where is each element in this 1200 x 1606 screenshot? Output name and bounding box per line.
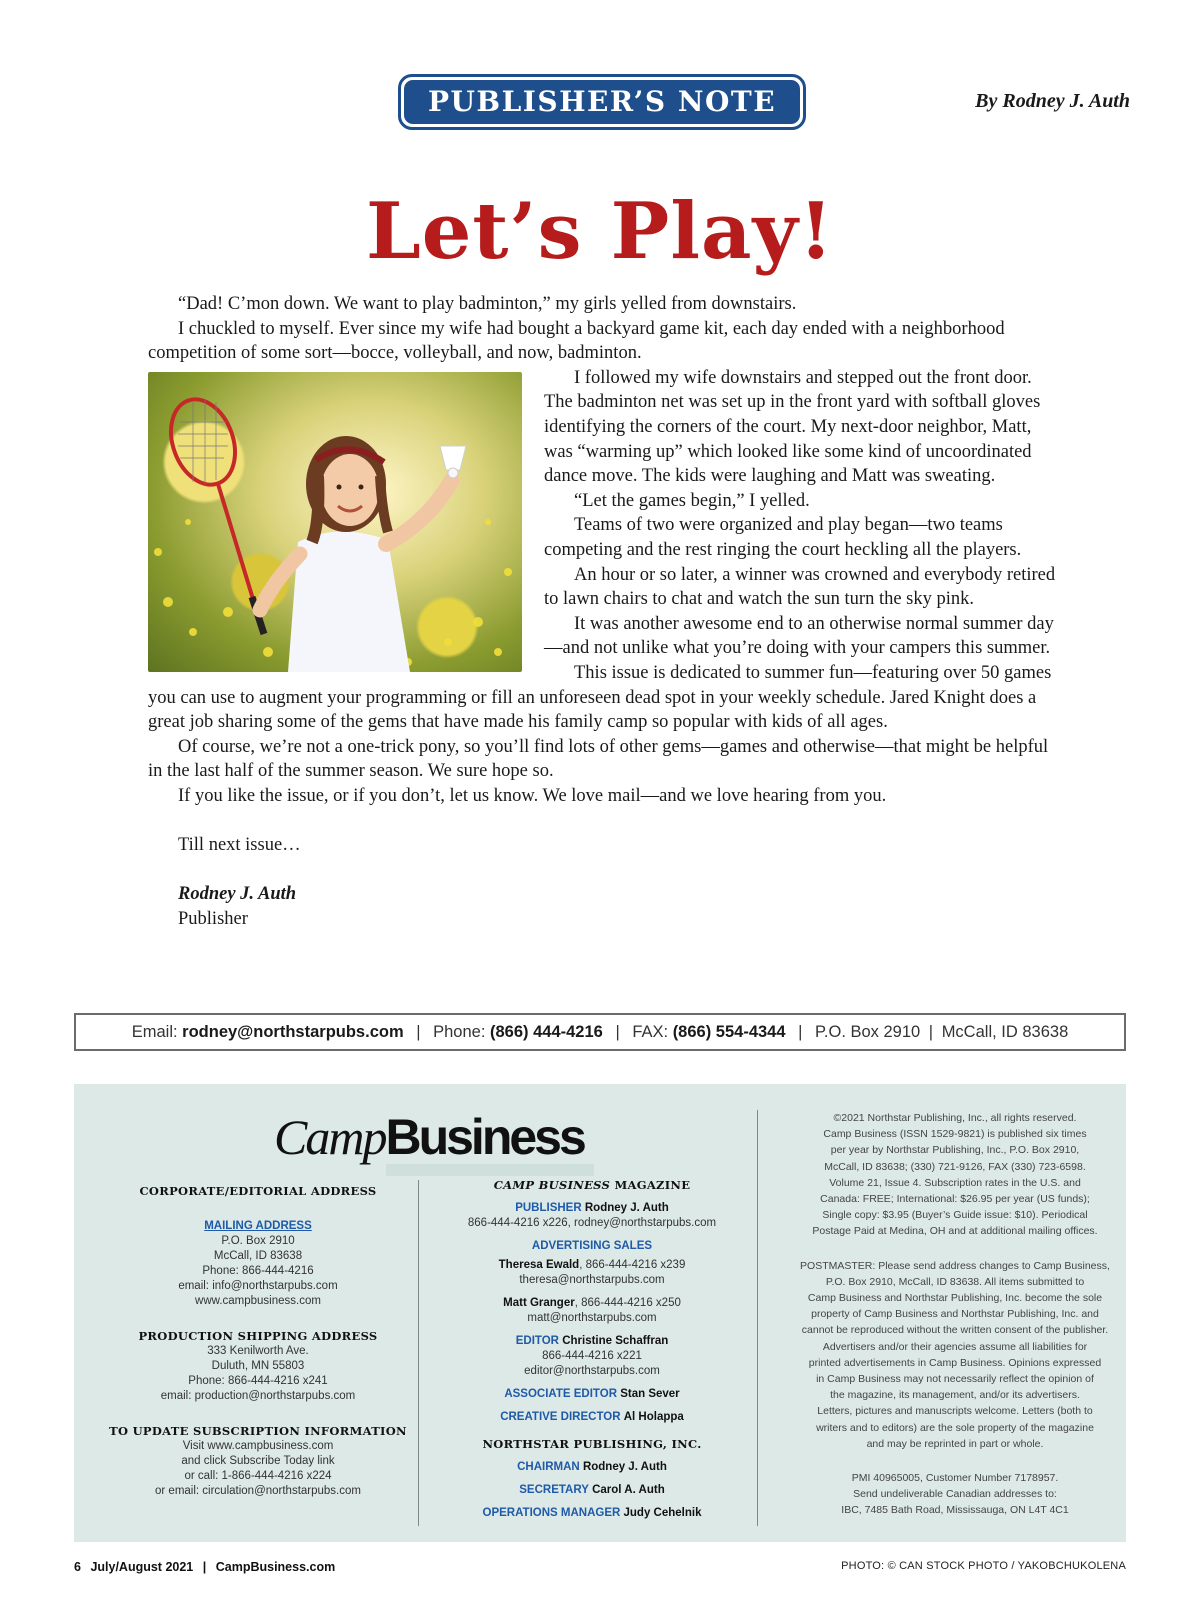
section-badge-label: PUBLISHER’S NOTE: [404, 80, 800, 124]
headline: Let’s Play!: [365, 186, 835, 277]
subscription-line: Visit www.campbusiness.com: [182, 1440, 334, 1452]
sales-rep-email: matt@northstarpubs.com: [527, 1312, 657, 1324]
camp-business-logo: [274, 1102, 584, 1172]
postmaster-line: P.O. Box 2910, McCall, ID 83638. All items submitted to: [825, 1275, 1085, 1288]
masthead-box: [74, 1084, 1126, 1542]
editor-line: [440, 1334, 744, 1349]
copyright-line: Single copy: $3.95 (Buyer’s Guide issue: $10). Periodical: [822, 1209, 1088, 1222]
email-link[interactable]: rodney@northstarpubs.com: [182, 1023, 404, 1041]
production-line: Duluth, MN 55803: [211, 1360, 305, 1372]
article-paragraph: I chuckled to myself. Ever since my wife had bought a backyard game kit, each day ended with a neighborhood competition of some sort—bocce, volleyball, and now, badminton.: [148, 318, 1005, 364]
article-paragraph: Of course, we’re not a one-trick pony, so you’ll find lots of other gems—games and otherwise—that might be helpful in the last half of the summer season. We sure hope so.: [148, 736, 1049, 782]
copyright-line: ©2021 Northstar Publishing, Inc., all rights reserved.: [833, 1112, 1077, 1124]
article-paragraph: Teams of two were organized and play began—two teams competing and the rest ringing the court heckling all the players.: [544, 515, 1022, 560]
chairman-role: CHAIRMAN: [517, 1461, 580, 1473]
pmi-line: PMI 40965005, Customer Number 7178957.: [851, 1472, 1059, 1485]
city: McCall, ID 83638: [941, 1023, 1069, 1041]
secretary-name: Carol A. Auth: [592, 1484, 665, 1496]
production-line: Phone: 866-444-4216 x241: [188, 1375, 328, 1387]
chairman-line: [440, 1460, 744, 1475]
mailing-line: www.campbusiness.com: [195, 1295, 321, 1307]
closing-line: Till next issue…: [178, 835, 301, 856]
operations-manager-role: OPERATIONS MANAGER: [482, 1507, 621, 1519]
po-box: P.O. Box 2910: [815, 1023, 921, 1041]
phone-number: (866) 444-4216: [490, 1023, 603, 1041]
copyright-line: Canada: FREE; International: $26.95 per year (US funds);: [820, 1193, 1090, 1206]
subscription-line: or call: 1-866-444-4216 x224: [184, 1470, 332, 1482]
article-paragraph: “Dad! C’mon down. We want to play badminton,” my girls yelled from downstairs.: [178, 294, 797, 314]
sales-rep-line: [440, 1258, 744, 1273]
page-number: 6: [74, 1560, 81, 1574]
associate-editor-role: ASSOCIATE EDITOR: [504, 1388, 617, 1400]
subscription-line: and click Subscribe Today link: [181, 1455, 335, 1467]
column-divider: [757, 1110, 758, 1526]
issue-date: July/August 2021: [90, 1560, 194, 1574]
editor-phone: 866-444-4216 x221: [542, 1350, 642, 1362]
postmaster-line: the magazine, its management, and/or its advertisers.: [830, 1389, 1080, 1402]
signature-title: Publisher: [178, 908, 248, 929]
copyright-line: Postage Paid at Medina, OH and at additional mailing offices.: [812, 1225, 1098, 1238]
publisher-contact: 866-444-4216 x226, rodney@northstarpubs.com: [467, 1217, 717, 1229]
page-footer: 6 July/August 2021 | CampBusiness.com: [74, 1560, 336, 1574]
article-paragraph: “Let the games begin,” I yelled.: [574, 490, 810, 511]
creative-director-role: CREATIVE DIRECTOR: [500, 1411, 621, 1423]
publisher-line: [440, 1201, 744, 1216]
logo-camp: Camp: [274, 1109, 386, 1165]
company-heading: NORTHSTAR PUBLISHING, INC.: [482, 1437, 702, 1451]
masthead-middle-column: [440, 1178, 744, 1521]
postmaster-line: cannot be reproduced without the written consent of the publisher.: [801, 1324, 1109, 1337]
sales-rep-name: Matt Granger: [503, 1297, 575, 1309]
postmaster-line: and may be reprinted in part or whole.: [866, 1437, 1044, 1450]
operations-manager-line: [440, 1506, 744, 1521]
article-body: [148, 292, 1060, 931]
corporate-address-heading: CORPORATE/EDITORIAL ADDRESS: [139, 1184, 377, 1198]
copyright-line: McCall, ID 83638; (330) 721-9126, FAX (330) 723-6598.: [824, 1160, 1086, 1173]
postmaster-line: writers and to editors) are the sole property of the magazine: [816, 1421, 1094, 1434]
pmi-line: IBC, 7485 Bath Road, Mississauga, ON L4T 4C1: [841, 1504, 1069, 1517]
contact-bar: Email: rodney@northstarpubs.com | Phone: (866) 444-4216 | FAX: (866) 554-4344 | P.O. Box 2910 | McCall, ID 83638: [74, 1013, 1126, 1051]
secretary-line: [440, 1483, 744, 1498]
article-photo: [148, 372, 522, 672]
postmaster-line: Advertisers and/or their agencies assume all liabilities for: [822, 1340, 1088, 1353]
photo-credit: PHOTO: © CAN STOCK PHOTO / YAKOBCHUKOLENA: [841, 1560, 1126, 1572]
mailing-line: email: info@northstarpubs.com: [178, 1280, 338, 1292]
postmaster-line: property of Camp Business and Northstar Publishing, Inc. and: [811, 1308, 1099, 1321]
magazine-heading: [440, 1178, 744, 1193]
sales-rep-name: Theresa Ewald: [498, 1259, 580, 1271]
section-badge: [398, 74, 806, 130]
article-paragraph: It was another awesome end to an otherwise normal summer day—and not unlike what you’re doing with your campers this summer.: [544, 613, 1054, 659]
sales-rep-phone: , 866-444-4216 x250: [574, 1297, 681, 1309]
production-line: email: production@northstarpubs.com: [160, 1390, 356, 1402]
email-label: Email:: [131, 1023, 178, 1041]
mailing-line: P.O. Box 2910: [221, 1235, 295, 1247]
associate-editor-name: Stan Sever: [620, 1388, 680, 1400]
mailing-address-label: MAILING ADDRESS: [204, 1220, 312, 1232]
associate-editor-line: [440, 1387, 744, 1402]
sales-rep-phone: , 866-444-4216 x239: [579, 1259, 686, 1271]
production-address-heading: PRODUCTION SHIPPING ADDRESS: [138, 1329, 378, 1343]
article-paragraph: An hour or so later, a winner was crowned and everybody retired to lawn chairs to chat and watch the sun turn the sky pink.: [544, 564, 1056, 610]
operations-manager-name: Judy Cehelnik: [623, 1507, 702, 1519]
editor-role: EDITOR: [515, 1335, 559, 1347]
masthead-right-column: [796, 1110, 1114, 1519]
chairman-name: Rodney J. Auth: [582, 1461, 667, 1473]
publisher-name: Rodney J. Auth: [584, 1202, 669, 1214]
article-paragraph: This issue is dedicated to summer fun—featuring over 50 games you can use to augment your programming or fill an unforeseen dead spot in your weekly schedule. Jared Knight does a great job sharing some of the gems that have made his family camp so popular with kids of all ages.: [148, 662, 1052, 733]
copyright-line: Camp Business (ISSN 1529-9821) is published six times: [823, 1128, 1087, 1141]
postmaster-line: in Camp Business may not necessarily reflect the opinion of: [816, 1373, 1094, 1386]
mailing-line: Phone: 866-444-4216: [202, 1265, 314, 1277]
magazine-heading-name: CAMP BUSINESS: [493, 1178, 611, 1192]
mailing-line: McCall, ID 83638: [213, 1250, 303, 1262]
postmaster-line: POSTMASTER: Please send address changes to Camp Business,: [800, 1259, 1110, 1272]
copyright-line: per year by Northstar Publishing, Inc., P.O. Box 2910,: [830, 1144, 1080, 1157]
creative-director-name: Al Holappa: [623, 1411, 684, 1423]
postmaster-line: Letters, pictures and manuscripts welcome. Letters (both to: [817, 1405, 1093, 1418]
editor-email: editor@northstarpubs.com: [524, 1365, 660, 1377]
ad-sales-role: ADVERTISING SALES: [531, 1240, 653, 1252]
production-line: 333 Kenilworth Ave.: [207, 1345, 309, 1357]
creative-director-line: [440, 1410, 744, 1425]
site-link[interactable]: CampBusiness.com: [215, 1560, 336, 1574]
secretary-role: SECRETARY: [519, 1484, 589, 1496]
signature-name: Rodney J. Auth: [178, 884, 297, 905]
fax-label: FAX:: [632, 1023, 669, 1041]
article-paragraph: I followed my wife downstairs and stepped out the front door. The badminton net was set up in the front yard with softball gloves identifying the corners of the court. My next-door neighbor, Matt, was “warming up” which looked like some kind of uncoordinated dance move. The kids were laughing and Matt was sweating.: [544, 367, 1041, 487]
logo-business: Business: [385, 1109, 584, 1165]
pmi-line: Send undeliverable Canadian addresses to:: [853, 1488, 1057, 1501]
magazine-heading-rest: MAGAZINE: [610, 1178, 691, 1192]
editor-name: Christine Schaffran: [562, 1335, 669, 1347]
girl-with-racket-photo: [148, 372, 522, 672]
publisher-role: PUBLISHER: [515, 1202, 582, 1214]
sales-rep-line: [440, 1296, 744, 1311]
sales-rep-email: theresa@northstarpubs.com: [519, 1274, 665, 1286]
byline: By Rodney J. Auth: [975, 90, 1130, 112]
fax-number: (866) 554-4344: [672, 1023, 786, 1041]
masthead-left-column: [88, 1184, 428, 1499]
subscription-line: or email: circulation@northstarpubs.com: [155, 1485, 361, 1497]
copyright-line: Volume 21, Issue 4. Subscription rates in the U.S. and: [829, 1176, 1081, 1189]
article-paragraph: If you like the issue, or if you don’t, let us know. We love mail—and we love hearing from you.: [178, 785, 887, 806]
postmaster-line: printed advertisements in Camp Business. Opinions expressed: [808, 1356, 1102, 1369]
subscription-heading: TO UPDATE SUBSCRIPTION INFORMATION: [109, 1424, 407, 1438]
postmaster-line: Camp Business and Northstar Publishing, Inc. become the sole: [807, 1292, 1103, 1305]
phone-label: Phone:: [433, 1023, 486, 1041]
